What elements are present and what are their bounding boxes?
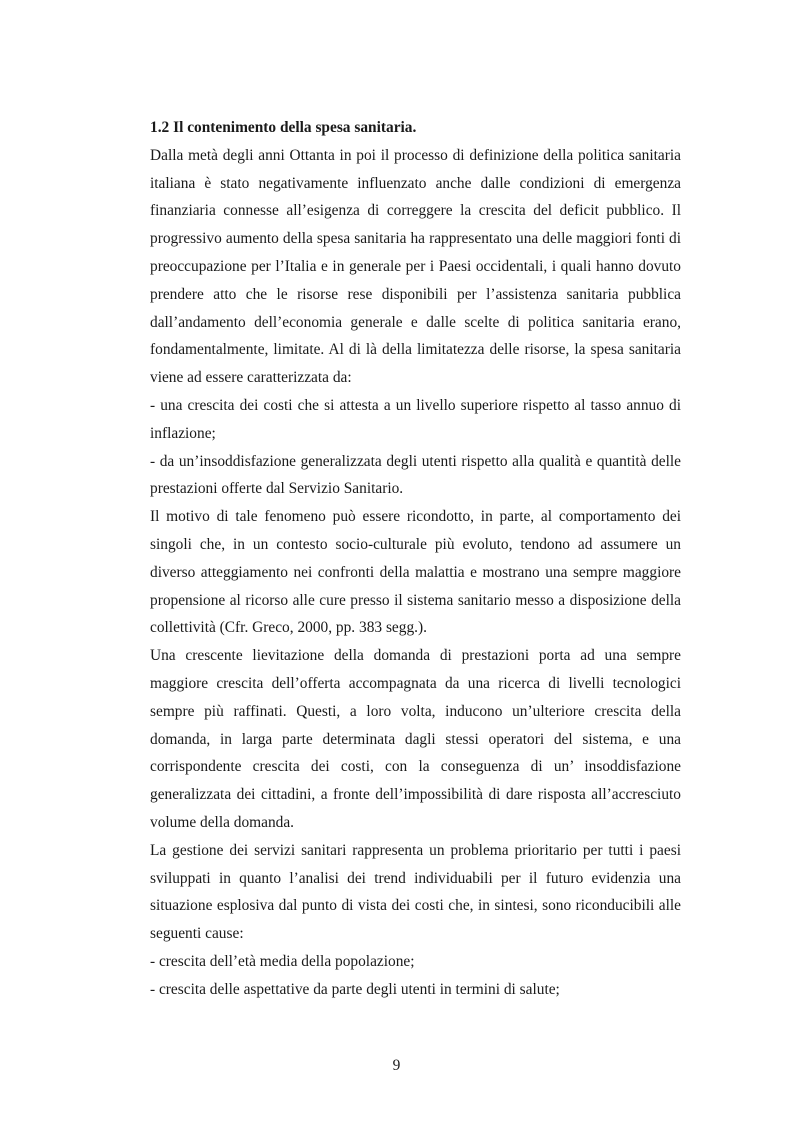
body-text — [150, 114, 681, 1004]
page-number: 9 — [392, 1057, 401, 1074]
paragraph-bullet-costs: - una crescita dei costi che si attesta a un livello superiore rispetto al tasso annuo di inflazione; — [150, 396, 681, 442]
paragraph-intro: Dalla metà degli anni Ottanta in poi il processo di definizione della politica sanitaria italiana è stato negativamente influenzato anche dalle condizioni di emergenza finanziaria connesse all’esigenza di correggere la crescita del deficit pubblico. Il progressivo aumento della spesa sanitaria ha rappresentato una delle maggiori fonti di preoccupazione per l’Italia e in generale per i Paesi occidentali, i quali hanno dovuto prendere atto che le risorse rese disponibili per l’assistenza sanitaria pubblica dall’andamento dell’economia generale e dalle scelte di politica sanitaria erano, fondamentalmente, limitate. Al di là della limitatezza delle risorse, la spesa sanitaria viene ad essere caratterizzata da: — [150, 146, 681, 387]
paragraph-motive: Il motivo di tale fenomeno può essere ricondotto, in parte, al comportamento dei singoli che, in un contesto socio-culturale più evoluto, tendono ad assumere un diverso atteggiamento nei confronti della malattia e mostrano una sempre maggiore propensione al ricorso alle cure presso il sistema sanitario messo a disposizione della collettività (Cfr. Greco, 2000, pp. 383 segg.). — [150, 508, 681, 637]
paragraph-management: La gestione dei servizi sanitari rappresenta un problema prioritario per tutti i paesi sviluppati in quanto l’analisi dei trend individuabili per il futuro evidenzia una situazione esplosiva dal punto di vista dei costi che, in sintesi, sono riconducibili alle seguenti cause: — [150, 841, 681, 943]
paragraph-demand: Una crescente lievitazione della domanda di prestazioni porta ad una sempre maggiore crescita dell’offerta accompagnata da una ricerca di livelli tecnologici sempre più raffinati. Questi, a loro volta, inducono un’ulteriore crescita della domanda, in larga parte determinata dagli stessi operatori del sistema, e una corrispondente crescita dei costi, con la conseguenza di un’ insoddisfazione generalizzata dei cittadini, a fronte dell’impossibilità di dare risposta all’accresciuto volume della domanda. — [150, 647, 681, 831]
paragraph-bullet-dissatisfaction: - da un’insoddisfazione generalizzata degli utenti rispetto alla qualità e quantità delle prestazioni offerte dal Servizio Sanitario. — [150, 452, 681, 498]
paragraph-bullet-expectations: - crescita delle aspettative da parte degli utenti in termini di salute; — [150, 980, 560, 998]
paragraph-bullet-age: - crescita dell’età media della popolazione; — [150, 952, 415, 970]
section-heading: 1.2 Il contenimento della spesa sanitaria. — [150, 119, 417, 136]
